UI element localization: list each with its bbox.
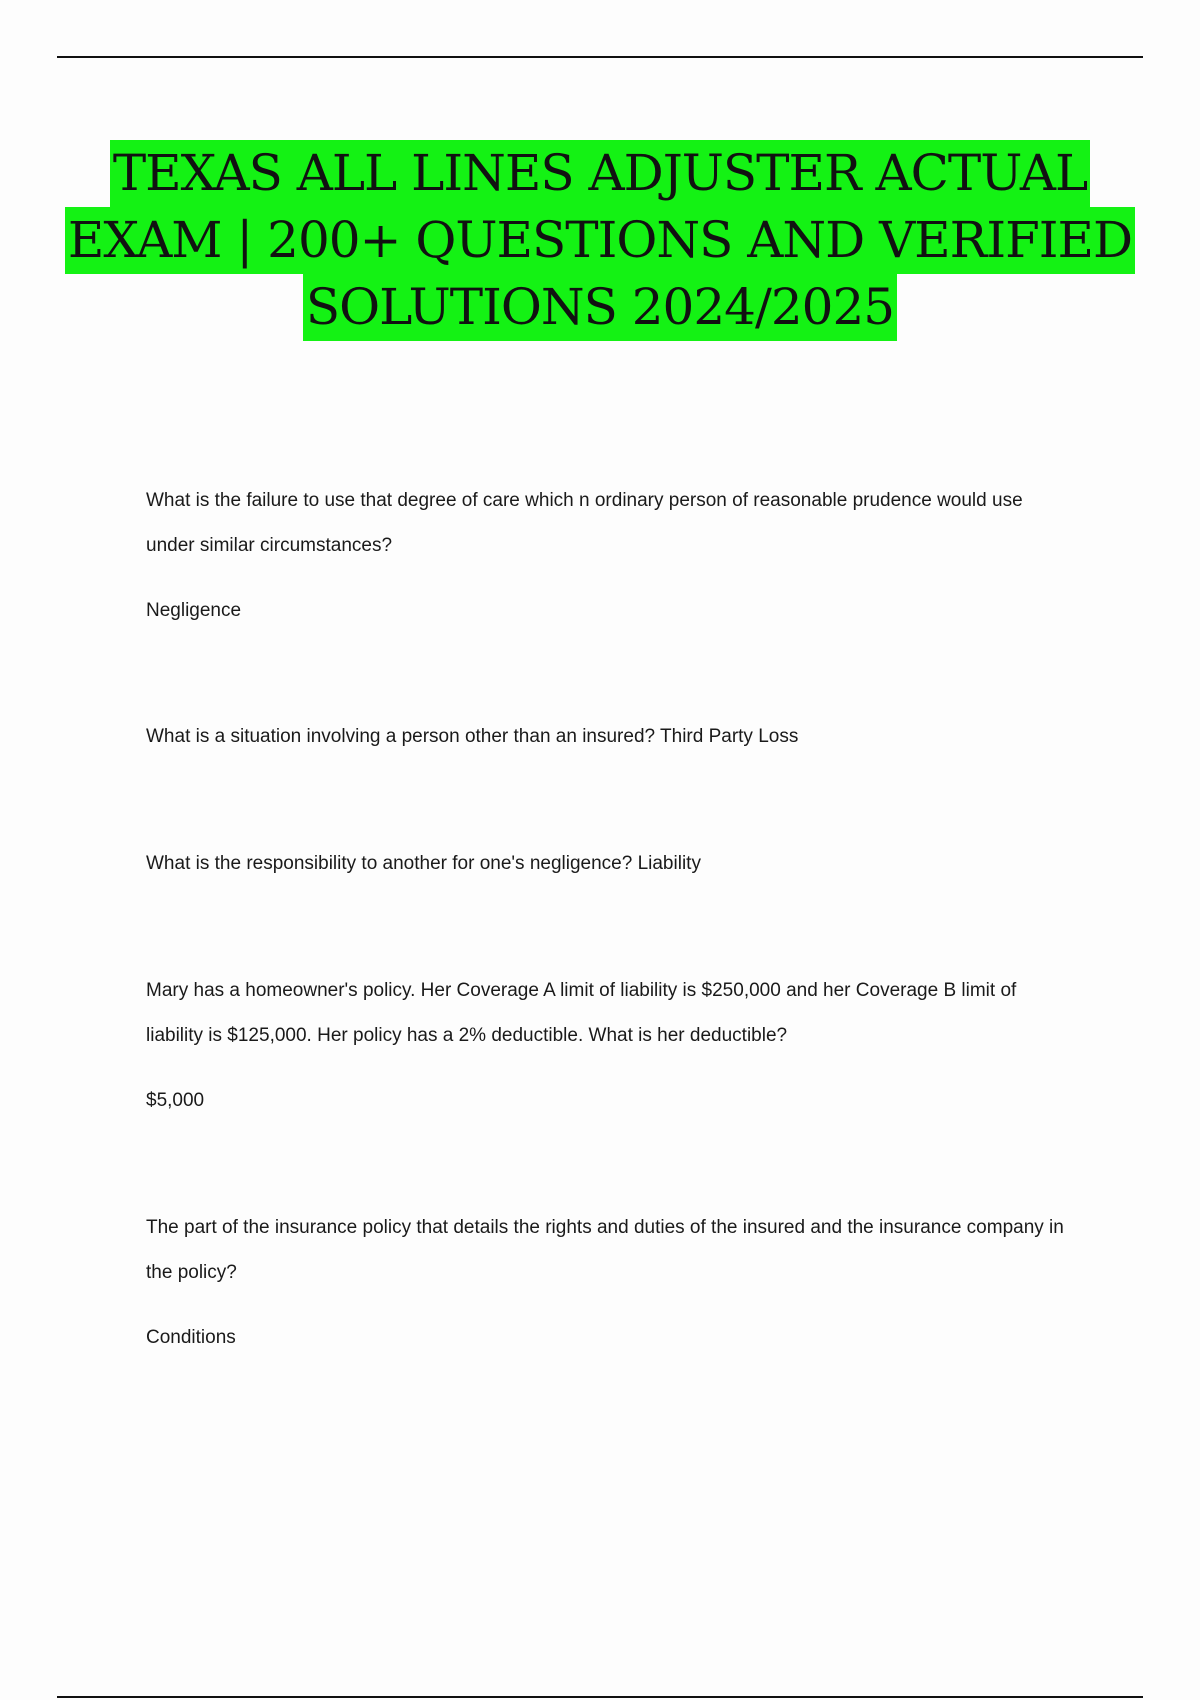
answer-text: Conditions <box>146 1327 236 1348</box>
title-line: TEXAS ALL LINES ADJUSTER ACTUAL <box>110 140 1090 207</box>
document-title <box>60 140 1140 341</box>
qa-item <box>146 714 1066 759</box>
answer-text: $5,000 <box>146 1090 205 1111</box>
answer-text: Negligence <box>146 600 242 621</box>
question-text: What is a situation involving a person other than an insured? Third Party Loss <box>146 726 799 747</box>
top-rule <box>57 56 1143 58</box>
qa-item <box>146 968 1066 1123</box>
title-line: SOLUTIONS 2024/2025 <box>303 274 897 341</box>
qa-item <box>146 478 1066 633</box>
question-text: The part of the insurance policy that details the rights and duties of the insured and the insurance company in the policy? <box>146 1217 1064 1283</box>
question-text: What is the responsibility to another for one's negligence? Liability <box>146 853 701 874</box>
question-text: What is the failure to use that degree of care which n ordinary person of reasonable prudence would use under similar circumstances? <box>146 490 1023 556</box>
title-line: EXAM | 200+ QUESTIONS AND VERIFIED <box>65 207 1135 274</box>
question-text: Mary has a homeowner's policy. Her Coverage A limit of liability is $250,000 and her Coverage B limit of liability is $125,000. Her policy has a 2% deductible. What is her deductible? <box>146 980 1017 1046</box>
bottom-rule <box>57 1696 1143 1698</box>
qa-item <box>146 1205 1066 1360</box>
qa-item <box>146 841 1066 886</box>
